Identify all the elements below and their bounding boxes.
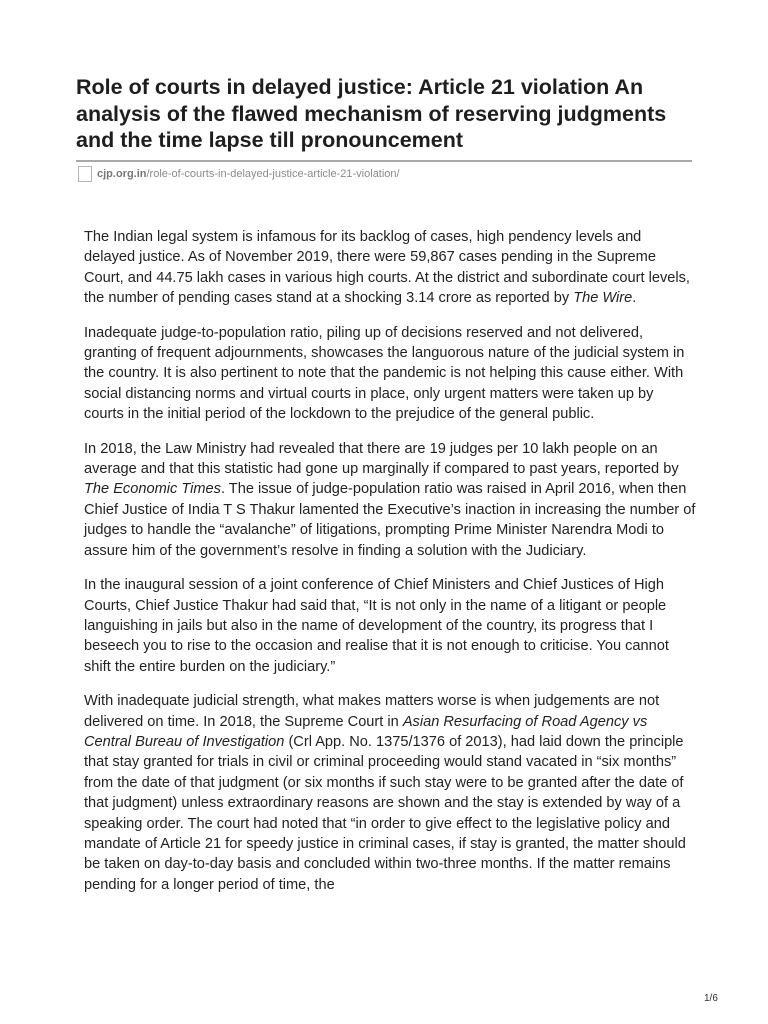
source-path[interactable]: /role-of-courts-in-delayed-justice-article-21-violation/ xyxy=(146,168,400,180)
paragraph-text: With inadequate judicial strength, what makes matters worse is when judgements are not delivered on time. In 2018, the Supreme Court in xyxy=(84,693,660,730)
paragraph-text: . The issue of judge-population ratio was raised in April 2016, when then Chief Justice of India T S Thakur lamented the Executive’s inaction in increasing the number of judges to handle the “avalanche” of litigations, prompting Prime Minister Narendra Modi to assure him of the government’s resolve in finding a solution with the Judiciary. xyxy=(84,481,696,559)
paragraph-text: . xyxy=(632,290,637,307)
paragraph xyxy=(84,323,696,425)
title-divider xyxy=(76,160,692,162)
paragraph xyxy=(84,227,696,309)
source-link[interactable] xyxy=(78,165,400,183)
italic-citation: Asian Resurfacing of Road Agency vs Central Bureau of Investigation xyxy=(84,713,648,750)
paragraph-text: (Crl App. No. 1375/1376 of 2013), had laid down the principle that stay granted for trials in civil or criminal proceeding would stand vacated in “six months” from the date of that judgment (or six months if such stay were to be granted after the date of that judgment) unless extraordinary reasons are shown and the stay is extended by way of a speaking order. The court had noted that “in order to give effect to the legislative policy and mandate of Article 21 for speedy justice in criminal cases, if stay is granted, the matter should be taken on day-to-day basis and concluded within two-three months. If the matter remains pending for a longer period of time, the xyxy=(84,733,686,893)
italic-citation: The Wire xyxy=(573,290,633,307)
paragraph-text: In the inaugural session of a joint conference of Chief Ministers and Chief Justices of High Courts, Chief Justice Thakur had said that, “It is not only in the name of a litigant or people languishing in jails but also in the name of development of the country, its progress that I beseech you to rise to the occasion and realise that it is not enough to criticise. You cannot shift the entire burden on the judiciary.” xyxy=(84,577,669,675)
paragraph xyxy=(84,691,696,895)
italic-citation: The Economic Times xyxy=(84,481,221,498)
paragraph xyxy=(84,439,696,561)
paragraph xyxy=(84,575,696,677)
favicon-icon xyxy=(78,166,92,182)
paragraph-text: Inadequate judge-to-population ratio, piling up of decisions reserved and not delivered, granting of frequent adjournments, showcases the languorous nature of the judicial system in the country. It is also pertinent to note that the pandemic is not helping this cause either. With social distancing norms and virtual courts in place, only urgent matters were taken up by courts in the initial period of the lockdown to the prejudice of the general public. xyxy=(84,324,685,423)
page-number: 1/6 xyxy=(704,993,718,1004)
page-title: Role of courts in delayed justice: Article 21 violation An analysis of the flawed mechanism of reserving judgments and the time lapse till pronouncement xyxy=(76,75,667,152)
source-domain[interactable]: cjp.org.in xyxy=(97,168,147,180)
paragraph-text: In 2018, the Law Ministry had revealed that there are 19 judges per 10 lakh people on an average and that this statistic had gone up marginally if compared to past years, reported by xyxy=(84,440,679,478)
paragraph-text: The Indian legal system is infamous for its backlog of cases, high pendency levels and delayed justice. As of November 2019, there were 59,867 cases pending in the Supreme Court, and 44.75 lakh cases in various high courts. At the district and subordinate court levels, the number of pending cases stand at a shocking 3.14 crore as reported by xyxy=(84,229,690,307)
article-body xyxy=(84,227,696,909)
